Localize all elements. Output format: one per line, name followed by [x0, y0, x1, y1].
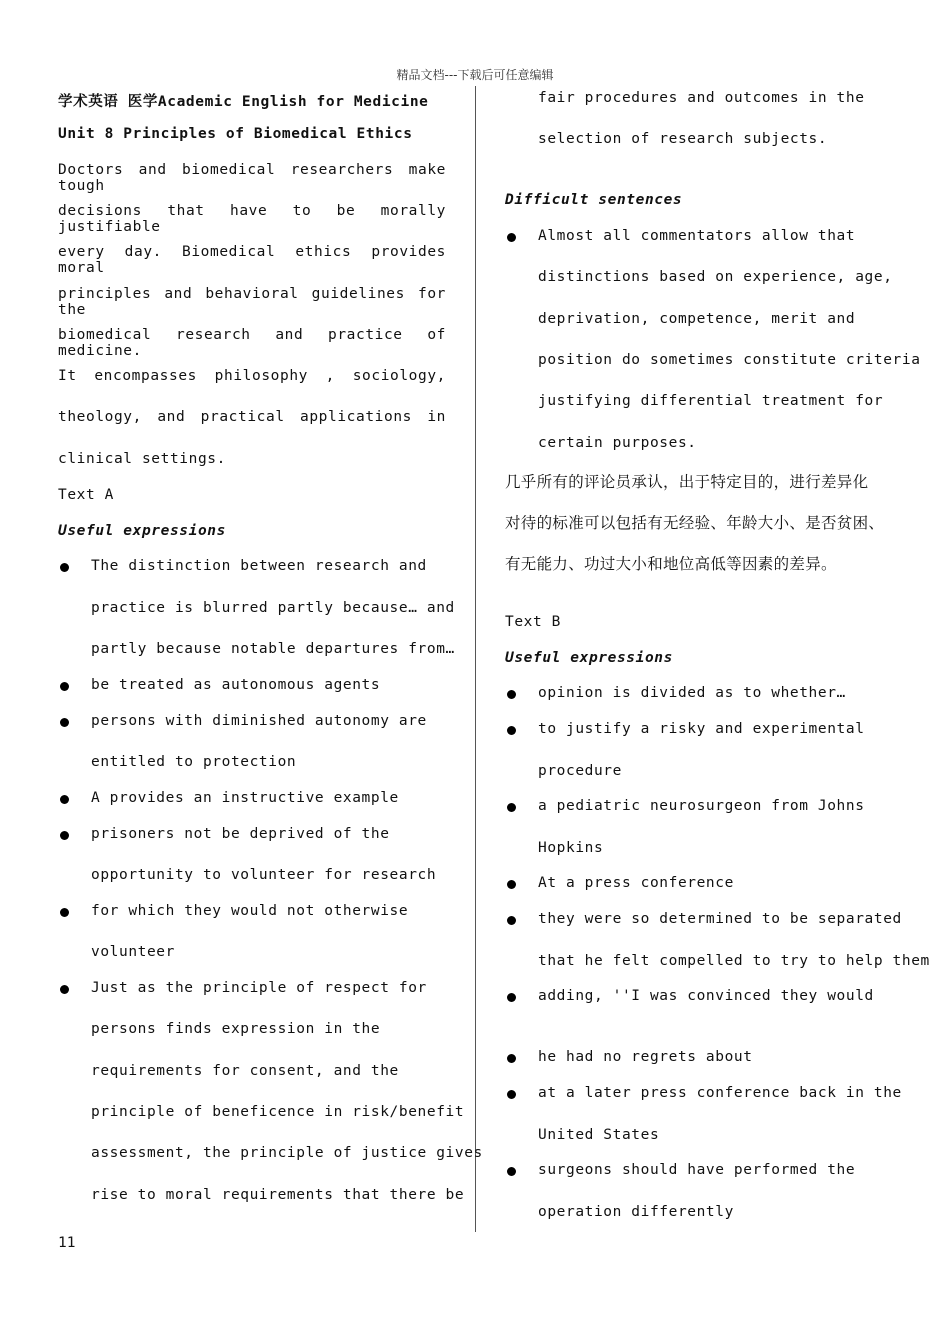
unit-title: Unit 8 Principles of Biomedical Ethics	[58, 126, 413, 142]
intro-line: theology, and practical applications in	[58, 409, 446, 425]
bullet-icon	[60, 908, 69, 917]
expression-line: principle of beneficence in risk/benefit	[91, 1104, 465, 1120]
bullet-icon	[60, 985, 69, 994]
expression-line: United States	[538, 1127, 660, 1143]
bullet-icon	[507, 803, 516, 812]
intro-line: every day. Biomedical ethics provides moral	[58, 244, 446, 276]
chinese-translation-line: 对待的标准可以包括有无经验、年龄大小、是否贫困、	[505, 514, 885, 532]
bullet-icon	[60, 563, 69, 572]
difficult-line: certain purposes.	[538, 435, 697, 451]
expression-line: that he felt compelled to try to help them	[538, 953, 930, 969]
expression-line: partly because notable departures from…	[91, 641, 455, 657]
expression-line: prisoners not be deprived of the	[91, 826, 390, 842]
expression-line: opportunity to volunteer for research	[91, 867, 437, 883]
expression-line: assessment, the principle of justice gives	[91, 1145, 483, 1161]
intro-line: It encompasses philosophy , sociology,	[58, 368, 446, 384]
expression-line: procedure	[538, 763, 622, 779]
expression-line: operation differently	[538, 1204, 734, 1220]
expression-line: opinion is divided as to whether…	[538, 685, 846, 701]
expression-line: Hopkins	[538, 840, 604, 856]
intro-line: clinical settings.	[58, 451, 226, 467]
bullet-icon	[507, 1090, 516, 1099]
expression-line: practice is blurred partly because… and	[91, 600, 455, 616]
difficult-line: Almost all commentators allow that	[538, 228, 856, 244]
expression-line: be treated as autonomous agents	[91, 677, 381, 693]
column-divider	[475, 86, 476, 1232]
expression-line: adding, ''I was convinced they would	[538, 988, 874, 1004]
expression-line: persons finds expression in the	[91, 1021, 381, 1037]
expression-line: rise to moral requirements that there be	[91, 1187, 465, 1203]
bullet-icon	[507, 726, 516, 735]
continued-line: fair procedures and outcomes in the	[538, 90, 865, 106]
expression-line: The distinction between research and	[91, 558, 427, 574]
bullet-icon	[507, 1054, 516, 1063]
expression-line: to justify a risky and experimental	[538, 721, 865, 737]
chinese-translation-line: 有无能力、功过大小和地位高低等因素的差异。	[505, 555, 837, 573]
useful-expressions-heading: Useful expressions	[505, 650, 673, 666]
expression-line: surgeons should have performed the	[538, 1162, 856, 1178]
bullet-icon	[507, 1167, 516, 1176]
course-title: 学术英语 医学Academic English for Medicine	[58, 94, 429, 110]
expression-line: At a press conference	[538, 875, 734, 891]
bullet-icon	[507, 690, 516, 699]
text-b-label: Text B	[505, 614, 561, 630]
chinese-translation-line: 几乎所有的评论员承认，出于特定目的，进行差异化	[505, 473, 869, 491]
bullet-icon	[507, 880, 516, 889]
difficult-line: distinctions based on experience, age,	[538, 269, 893, 285]
expression-line: volunteer	[91, 944, 175, 960]
bullet-icon	[60, 682, 69, 691]
bullet-icon	[507, 233, 516, 242]
intro-line: principles and behavioral guidelines for the	[58, 286, 446, 318]
page-number: 11	[58, 1235, 76, 1251]
intro-line: decisions that have to be morally justifiable	[58, 203, 446, 235]
expression-line: persons with diminished autonomy are	[91, 713, 427, 729]
expression-line: they were so determined to be separated	[538, 911, 902, 927]
intro-line: biomedical research and practice of medicine.	[58, 327, 446, 359]
expression-line: requirements for consent, and the	[91, 1063, 399, 1079]
useful-expressions-heading: Useful expressions	[58, 523, 226, 539]
difficult-line: justifying differential treatment for	[538, 393, 884, 409]
watermark-header: 精品文档---下载后可任意编辑	[396, 68, 554, 82]
expression-line: at a later press conference back in the	[538, 1085, 902, 1101]
expression-line: for which they would not otherwise	[91, 903, 409, 919]
text-a-label: Text A	[58, 487, 114, 503]
expression-line: a pediatric neurosurgeon from Johns	[538, 798, 865, 814]
expression-line: he had no regrets about	[538, 1049, 753, 1065]
expression-line: Just as the principle of respect for	[91, 980, 427, 996]
difficult-line: deprivation, competence, merit and	[538, 311, 856, 327]
bullet-icon	[507, 916, 516, 925]
bullet-icon	[60, 795, 69, 804]
bullet-icon	[507, 993, 516, 1002]
difficult-line: position do sometimes constitute criteria	[538, 352, 921, 368]
intro-line: Doctors and biomedical researchers make tough	[58, 162, 446, 194]
continued-line: selection of research subjects.	[538, 131, 828, 147]
expression-line: entitled to protection	[91, 754, 297, 770]
bullet-icon	[60, 831, 69, 840]
expression-line: A provides an instructive example	[91, 790, 399, 806]
bullet-icon	[60, 718, 69, 727]
difficult-sentences-heading: Difficult sentences	[505, 192, 683, 208]
